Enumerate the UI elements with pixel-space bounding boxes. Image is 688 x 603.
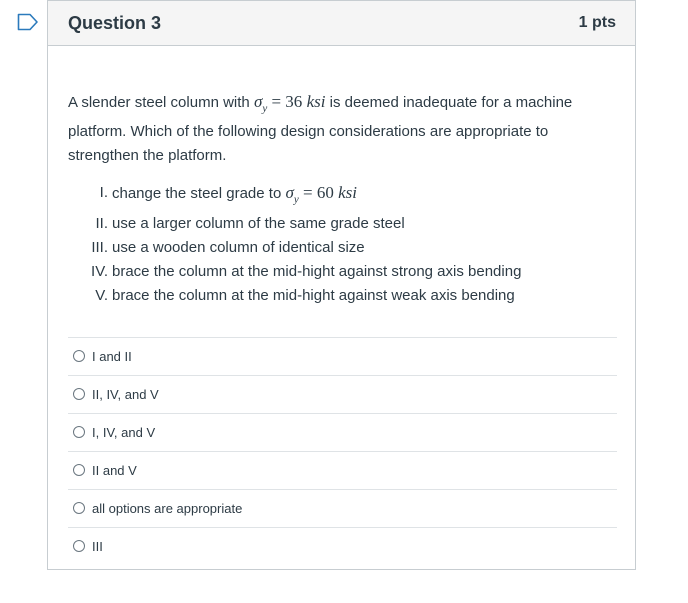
stem-text-1: A slender steel column with [68,94,254,111]
option-math [285,183,357,206]
option-math-symbol: σ [285,183,294,203]
stem-math-sub: y [262,102,268,115]
stem-text-2: is deemed inadequate for a machine platform. Which of the following design considerations are appropriate to strengthen the platform. [68,94,573,165]
flag-question-icon[interactable] [17,13,39,31]
considerations-list [68,181,615,307]
answer-label: I and II [92,348,132,364]
list-text: use a wooden column of identical size [112,238,365,256]
answer-option-2[interactable] [68,376,617,414]
list-numeral: II. [95,214,108,232]
answer-choices [68,337,617,565]
question-title: Question 3 [68,12,162,33]
list-numeral: V. [95,286,108,304]
list-numeral: I. [99,184,108,202]
list-text: use a larger column of the same grade steel [112,214,405,232]
radio-button[interactable] [73,350,85,362]
answer-option-1[interactable] [68,338,617,376]
question-stem [68,90,618,168]
radio-button[interactable] [73,502,85,514]
list-item [68,212,615,236]
list-text: brace the column at the mid-hight against weak axis bending [112,286,515,304]
radio-button[interactable] [73,464,85,476]
stem-math [253,92,326,115]
stem-math-unit: ksi [306,92,326,111]
answer-label: I, IV, and V [92,424,156,440]
list-numeral: III. [91,238,108,256]
list-text: change the steel grade to [112,185,286,203]
question-body [48,90,635,565]
list-item [68,284,615,308]
option-math-sub: y [293,193,299,206]
question-points: 1 pts [578,14,616,31]
answer-label: all options are appropriate [92,500,243,516]
option-math-unit: ksi [338,183,357,203]
answer-label: III [92,538,103,554]
answer-option-5[interactable] [68,490,617,528]
list-item [68,181,615,211]
list-item [68,236,615,260]
answer-option-3[interactable] [68,414,617,452]
answer-option-6[interactable] [68,528,617,565]
answer-label: II and V [92,462,137,478]
option-math-eq: = 60 [298,183,339,203]
list-item [68,260,615,284]
list-text: brace the column at the mid-hight against strong axis bending [112,262,522,280]
answer-label: II, IV, and V [92,386,159,402]
radio-button[interactable] [73,426,85,438]
question-card [47,0,636,570]
answer-option-4[interactable] [68,452,617,490]
list-numeral: IV. [91,262,108,280]
radio-button[interactable] [73,540,85,552]
stem-math-symbol: σ [253,92,263,111]
stem-math-eq: = 36 [267,92,307,111]
radio-button[interactable] [73,388,85,400]
question-header [48,1,635,46]
